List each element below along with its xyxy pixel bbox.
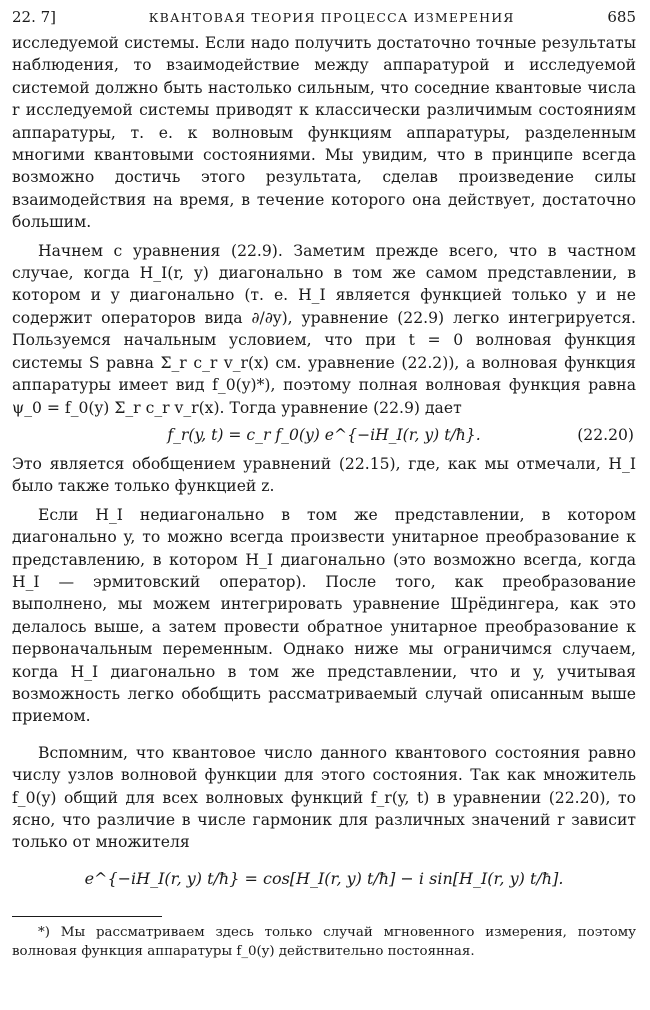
- footnote-divider: [12, 916, 162, 917]
- equation-expansion-formula: e^{−iH_I(r, y) t/ħ} = cos[H_I(r, y) t/ħ] − i sin[H_I(r, y) t/ħ].: [84, 868, 564, 888]
- equation-22-20-formula: f_r(y, t) = c_r f_0(y) e^{−iH_I(r, y) t/ħ}.: [167, 425, 481, 444]
- equation-22-20: [12, 419, 636, 453]
- equation-expansion: [12, 854, 636, 906]
- paragraph-5: Вспомним, что квантовое число данного квантового состояния равно числу узлов волновой функции для этого состояния. Так как множитель f_0(y) общий для всех волновых функций f_r(y, t) в уравнении (22.20), то ясно, что различие в числе гармоник для различных значений r зависит только от множителя: [12, 743, 636, 852]
- page-number: 685: [607, 8, 636, 26]
- paragraph-2: Начнем с уравнения (22.9). Заметим прежде всего, что в частном случае, когда H_I(r, y) диагонально в том же самом представлении, в котором и y диагонально (т. е. H_I является функцией только y и не содержит операторов вида ∂/∂y), уравнение (22.9) легко интегрируется. Пользуемся начальным условием, что при t = 0 волновая функция системы S равна Σ_r c_r v_r(x) см. уравнение (22.2)), а волновая функция аппаратуры имеет вид f_0(y)*), поэтому полная волновая функция равна ψ_0 = f_0(y) Σ_r c_r v_r(x). Тогда уравнение (22.9) дает: [12, 241, 636, 417]
- footnote: *) Мы рассматриваем здесь только случай мгновенного измерения, поэтому волновая функция аппаратуры f_0(y) действительно постоянная.: [12, 924, 636, 959]
- paragraph-1: исследуемой системы. Если надо получить достаточно точные результаты наблюдения, то взаимодействие между аппаратурой и исследуемой системой должно быть настолько сильным, что соседние квантовые числа r исследуемой системы приводят к классически различимым состояниям аппаратуры, т. е. к волновым функциям аппаратуры, разделенным многими квантовыми состояниями. Мы увидим, что в принципе всегда возможно достичь этого результата, сделав произведение силы взаимодействия на время, в течение которого она действует, достаточно большим.: [12, 34, 636, 232]
- running-title: КВАНТОВАЯ ТЕОРИЯ ПРОЦЕССА ИЗМЕРЕНИЯ: [148, 10, 515, 25]
- equation-number: (22.20): [577, 425, 634, 444]
- page-header: [12, 6, 636, 32]
- paragraph-4: Если H_I недиагонально в том же представлении, в котором диагонально y, то можно всегда произвести унитарное преобразование к представлению, в котором H_I диагонально (это возможно всегда, когда H_I — эрмитовский оператор). После того, как преобразование выполнено, мы можем интегрировать уравнение Шрёдингера, как это делалось выше, а затем провести обратное унитарное преобразование к первоначальным переменным. Однако ниже мы ограничимся случаем, когда H_I диагонально в том же представлении, что и y, учитывая возможность легко обобщить рассматриваемый случай описанным выше приемом.: [12, 505, 636, 726]
- section-number: 22. 7]: [12, 8, 57, 26]
- paragraph-3: Это является обобщением уравнений (22.15), где, как мы отмечали, H_I было также только функцией z.: [12, 454, 636, 496]
- body-text: [12, 32, 636, 906]
